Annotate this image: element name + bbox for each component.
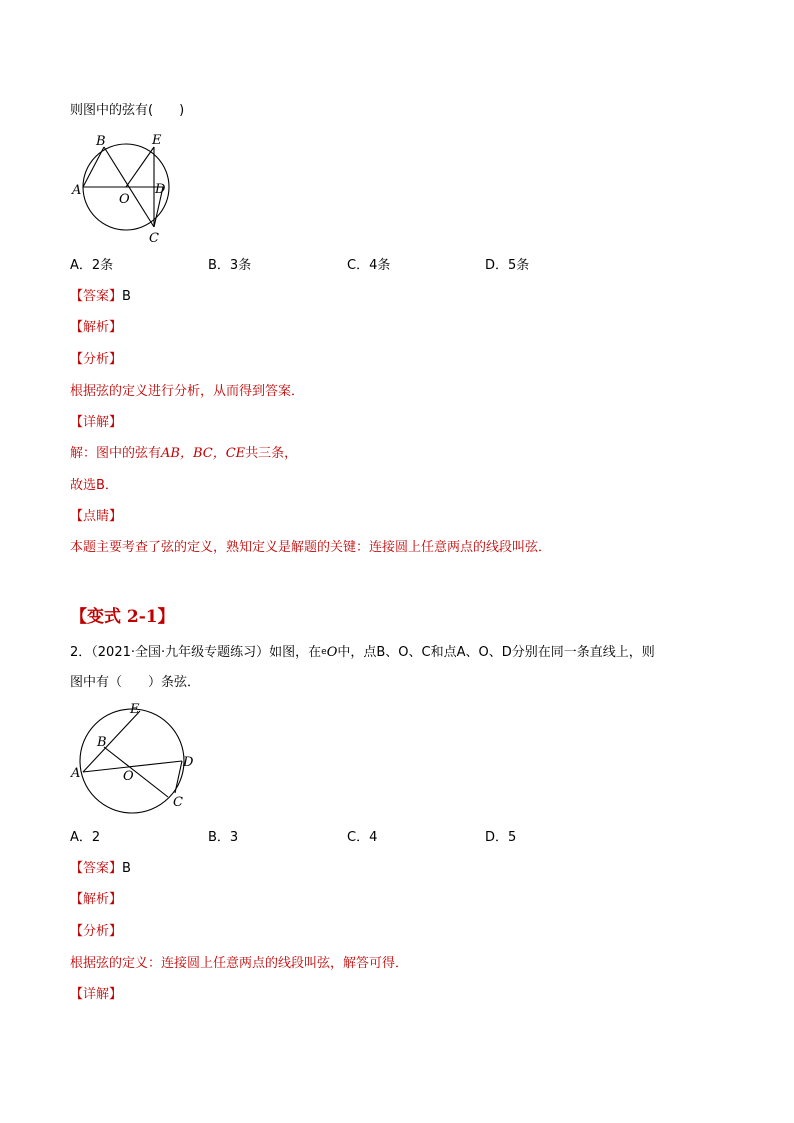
q1-dianjing-text: 本题主要考查了弦的定义，熟知定义是解题的关键：连接圆上任意两点的线段叫弦．	[70, 540, 552, 555]
q2-chord-ae	[83, 711, 140, 772]
q2-stem-b: 中，点B、O、C和点A、O、D分别在同一条直线上，则	[337, 645, 655, 660]
q1-choose: 故选B．	[70, 478, 118, 493]
q1-figure	[66, 128, 192, 248]
q2-line-bc	[104, 747, 168, 797]
q2-answer-tag: 【答案】	[70, 861, 123, 876]
q1-chord-ab	[83, 147, 104, 187]
q2-number: 2．	[70, 645, 92, 660]
q1-fenxi-tag: 【分析】	[70, 352, 123, 367]
q2-jiexi-tag: 【解析】	[70, 892, 123, 907]
q1-label-a: A	[72, 183, 82, 198]
q2-option-d[interactable]: D．5	[485, 830, 517, 845]
q1-option-b[interactable]: B．3条	[208, 258, 252, 273]
q1-option-c[interactable]: C．4条	[347, 258, 391, 273]
q2-option-a[interactable]: A．2	[70, 830, 101, 845]
q2-fenxi-text: 根据弦的定义：连接圆上任意两点的线段叫弦，解答可得．	[70, 956, 409, 971]
q1-jiexi-tag: 【解析】	[70, 320, 123, 335]
q2-stem-a: 如图，在	[269, 645, 322, 660]
q2-stem-line2: 图中有（ ）条弦．	[70, 675, 201, 690]
q1-dianjing-tag: 【点睛】	[70, 509, 123, 524]
q1-chords: AB，BC，CE	[161, 446, 246, 461]
q1-label-c: C	[149, 231, 159, 246]
q1-solution	[70, 445, 297, 463]
q2-circle-o: O	[326, 645, 338, 660]
q2-fenxi-tag: 【分析】	[70, 924, 123, 939]
q2-circle-symbol: e	[321, 647, 327, 657]
q1-option-a[interactable]: A．2条	[70, 258, 114, 273]
q1-xiangjie-tag: 【详解】	[70, 415, 123, 430]
q1-label-d: D	[155, 182, 166, 197]
q2-figure	[66, 700, 206, 815]
q2-label-o: O	[123, 769, 134, 784]
q1-answer-row	[70, 288, 131, 306]
q1-solution-prefix: 解：图中的弦有	[70, 446, 162, 461]
q1-option-d[interactable]: D．5条	[485, 258, 530, 273]
q1-label-b: B	[96, 134, 106, 149]
q2-option-c[interactable]: C．4	[347, 830, 378, 845]
q1-line-oe	[126, 147, 154, 187]
q2-answer: B	[122, 861, 131, 876]
q2-option-b[interactable]: B．3	[208, 830, 239, 845]
q1-stem: 则图中的弦有( )	[70, 103, 185, 118]
q2-label-a: A	[71, 766, 81, 781]
q2-source: （2021·全国·九年级专题练习）	[91, 645, 270, 660]
q2-label-b: B	[97, 735, 107, 750]
q2-stem	[70, 643, 655, 662]
q2-circle	[80, 709, 184, 813]
q2-xiangjie-tag: 【详解】	[70, 987, 123, 1002]
q1-answer-tag: 【答案】	[70, 289, 123, 304]
q1-fenxi-text: 根据弦的定义进行分析，从而得到答案．	[70, 384, 305, 399]
q2-label-c: C	[173, 795, 183, 810]
q1-label-o: O	[119, 192, 130, 207]
variant-heading: 【变式 2-1】	[70, 607, 175, 627]
q2-label-e: E	[130, 702, 140, 717]
q2-answer-row	[70, 860, 131, 878]
q2-label-d: D	[183, 755, 194, 770]
q1-answer: B	[122, 289, 131, 304]
q1-label-e: E	[152, 133, 162, 148]
q1-solution-suffix: 共三条，	[245, 446, 298, 461]
